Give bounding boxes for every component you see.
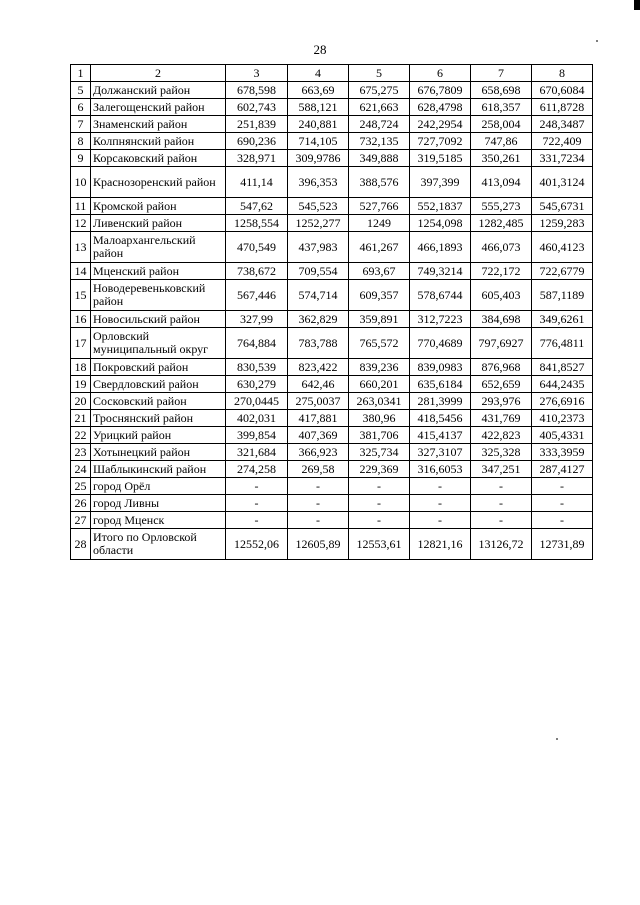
table-row — [71, 311, 593, 328]
table-row — [71, 478, 593, 495]
header-cell: 7 — [471, 65, 532, 82]
row-number-cell: 18 — [71, 359, 91, 376]
value-cell: 1254,098 — [410, 215, 471, 232]
table-row — [71, 529, 593, 560]
value-cell: 722,409 — [532, 133, 593, 150]
value-cell: 602,743 — [226, 99, 288, 116]
value-cell: 527,766 — [349, 198, 410, 215]
header-cell: 1 — [71, 65, 91, 82]
district-name-cell: Троснянский район — [91, 410, 226, 427]
value-cell: 749,3214 — [410, 263, 471, 280]
value-cell: 727,7092 — [410, 133, 471, 150]
value-cell: 841,8527 — [532, 359, 593, 376]
district-name-cell: Должанский район — [91, 82, 226, 99]
district-name-cell: Корсаковский район — [91, 150, 226, 167]
table-row — [71, 99, 593, 116]
table-row — [71, 215, 593, 232]
value-cell: 349,6261 — [532, 311, 593, 328]
value-cell: 293,976 — [471, 393, 532, 410]
table-row — [71, 198, 593, 215]
value-cell: 738,672 — [226, 263, 288, 280]
row-number-cell: 17 — [71, 328, 91, 359]
value-cell: 319,5185 — [410, 150, 471, 167]
value-cell: 621,663 — [349, 99, 410, 116]
table-row — [71, 393, 593, 410]
value-cell: 327,3107 — [410, 444, 471, 461]
value-cell: 658,698 — [471, 82, 532, 99]
row-number-cell: 13 — [71, 232, 91, 263]
header-cell: 5 — [349, 65, 410, 82]
value-cell: 797,6927 — [471, 328, 532, 359]
value-cell: - — [226, 512, 288, 529]
value-cell: - — [349, 512, 410, 529]
value-cell: 316,6053 — [410, 461, 471, 478]
district-name-cell: Новодеревеньковский район — [91, 280, 226, 311]
value-cell: 269,58 — [288, 461, 349, 478]
value-cell: 347,251 — [471, 461, 532, 478]
value-cell: 714,105 — [288, 133, 349, 150]
value-cell: 466,073 — [471, 232, 532, 263]
value-cell: 384,698 — [471, 311, 532, 328]
row-number-cell: 12 — [71, 215, 91, 232]
value-cell: 415,4137 — [410, 427, 471, 444]
value-cell: 830,539 — [226, 359, 288, 376]
table-header-row — [71, 65, 593, 82]
value-cell: 410,2373 — [532, 410, 593, 427]
table-body — [71, 65, 593, 560]
value-cell: 381,706 — [349, 427, 410, 444]
value-cell: 876,968 — [471, 359, 532, 376]
value-cell: - — [410, 478, 471, 495]
value-cell: 660,201 — [349, 376, 410, 393]
value-cell: 545,523 — [288, 198, 349, 215]
table-row — [71, 410, 593, 427]
row-number-cell: 16 — [71, 311, 91, 328]
scan-speck — [556, 738, 558, 740]
value-cell: 460,4123 — [532, 232, 593, 263]
value-cell: 240,881 — [288, 116, 349, 133]
district-name-cell: Свердловский район — [91, 376, 226, 393]
district-name-cell: город Ливны — [91, 495, 226, 512]
value-cell: 552,1837 — [410, 198, 471, 215]
row-number-cell: 25 — [71, 478, 91, 495]
header-cell: 2 — [91, 65, 226, 82]
value-cell: 839,0983 — [410, 359, 471, 376]
value-cell: 732,135 — [349, 133, 410, 150]
value-cell: 431,769 — [471, 410, 532, 427]
value-cell: 652,659 — [471, 376, 532, 393]
table-row — [71, 376, 593, 393]
value-cell: 678,598 — [226, 82, 288, 99]
row-number-cell: 15 — [71, 280, 91, 311]
value-cell: 547,62 — [226, 198, 288, 215]
header-cell: 6 — [410, 65, 471, 82]
value-cell: 312,7223 — [410, 311, 471, 328]
value-cell: 366,923 — [288, 444, 349, 461]
value-cell: 1282,485 — [471, 215, 532, 232]
district-name-cell: Покровский район — [91, 359, 226, 376]
value-cell: 229,369 — [349, 461, 410, 478]
table-row — [71, 444, 593, 461]
value-cell: 1258,554 — [226, 215, 288, 232]
value-cell: 417,881 — [288, 410, 349, 427]
value-cell: - — [532, 512, 593, 529]
district-name-cell: Малоархангельский район — [91, 232, 226, 263]
value-cell: 722,6779 — [532, 263, 593, 280]
row-number-cell: 22 — [71, 427, 91, 444]
value-cell: 401,3124 — [532, 167, 593, 198]
value-cell: 321,684 — [226, 444, 288, 461]
value-cell: 823,422 — [288, 359, 349, 376]
value-cell: 251,839 — [226, 116, 288, 133]
value-cell: - — [288, 495, 349, 512]
value-cell: 670,6084 — [532, 82, 593, 99]
value-cell: 693,67 — [349, 263, 410, 280]
value-cell: 605,403 — [471, 280, 532, 311]
value-cell: 783,788 — [288, 328, 349, 359]
value-cell: 413,094 — [471, 167, 532, 198]
value-cell: - — [226, 495, 288, 512]
district-name-cell: Орловский муниципальный округ — [91, 328, 226, 359]
row-number-cell: 19 — [71, 376, 91, 393]
value-cell: 764,884 — [226, 328, 288, 359]
value-cell: 12731,89 — [532, 529, 593, 560]
value-cell: 567,446 — [226, 280, 288, 311]
value-cell: 397,399 — [410, 167, 471, 198]
value-cell: 380,96 — [349, 410, 410, 427]
value-cell: 13126,72 — [471, 529, 532, 560]
value-cell: 402,031 — [226, 410, 288, 427]
value-cell: 359,891 — [349, 311, 410, 328]
value-cell: - — [288, 512, 349, 529]
value-cell: 281,3999 — [410, 393, 471, 410]
value-cell: 287,4127 — [532, 461, 593, 478]
value-cell: 396,353 — [288, 167, 349, 198]
value-cell: 12821,16 — [410, 529, 471, 560]
value-cell: 635,6184 — [410, 376, 471, 393]
value-cell: - — [471, 512, 532, 529]
value-cell: 1259,283 — [532, 215, 593, 232]
page-number: 28 — [313, 42, 327, 57]
header-cell: 4 — [288, 65, 349, 82]
table-row — [71, 167, 593, 198]
district-name-cell: город Мценск — [91, 512, 226, 529]
value-cell: 765,572 — [349, 328, 410, 359]
value-cell: - — [532, 478, 593, 495]
value-cell: 325,328 — [471, 444, 532, 461]
value-cell: 388,576 — [349, 167, 410, 198]
value-cell: 776,4811 — [532, 328, 593, 359]
table-row — [71, 359, 593, 376]
header-cell: 3 — [226, 65, 288, 82]
data-table — [70, 64, 593, 560]
table-row — [71, 150, 593, 167]
table-row — [71, 495, 593, 512]
value-cell: 588,121 — [288, 99, 349, 116]
row-number-cell: 11 — [71, 198, 91, 215]
value-cell: 747,86 — [471, 133, 532, 150]
table-row — [71, 427, 593, 444]
value-cell: 709,554 — [288, 263, 349, 280]
scan-speck — [596, 40, 598, 42]
row-number-cell: 23 — [71, 444, 91, 461]
row-number-cell: 8 — [71, 133, 91, 150]
value-cell: 587,1189 — [532, 280, 593, 311]
value-cell: - — [349, 478, 410, 495]
table-row — [71, 512, 593, 529]
district-name-cell: Урицкий район — [91, 427, 226, 444]
value-cell: 248,724 — [349, 116, 410, 133]
value-cell: 362,829 — [288, 311, 349, 328]
value-cell: 350,261 — [471, 150, 532, 167]
row-number-cell: 9 — [71, 150, 91, 167]
value-cell: 770,4689 — [410, 328, 471, 359]
value-cell: - — [349, 495, 410, 512]
value-cell: 611,8728 — [532, 99, 593, 116]
value-cell: 407,369 — [288, 427, 349, 444]
value-cell: 405,4331 — [532, 427, 593, 444]
value-cell: 242,2954 — [410, 116, 471, 133]
value-cell: 1249 — [349, 215, 410, 232]
value-cell: 461,267 — [349, 232, 410, 263]
district-name-cell: Итого по Орловской области — [91, 529, 226, 560]
row-number-cell: 7 — [71, 116, 91, 133]
table-row — [71, 82, 593, 99]
table-row — [71, 116, 593, 133]
value-cell: 574,714 — [288, 280, 349, 311]
value-cell: 1252,277 — [288, 215, 349, 232]
value-cell: 12553,61 — [349, 529, 410, 560]
value-cell: 418,5456 — [410, 410, 471, 427]
table-row — [71, 328, 593, 359]
table-row — [71, 280, 593, 311]
value-cell: 327,99 — [226, 311, 288, 328]
value-cell: 331,7234 — [532, 150, 593, 167]
row-number-cell: 27 — [71, 512, 91, 529]
value-cell: 12552,06 — [226, 529, 288, 560]
value-cell: 274,258 — [226, 461, 288, 478]
district-name-cell: Хотынецкий район — [91, 444, 226, 461]
value-cell: 248,3487 — [532, 116, 593, 133]
value-cell: 275,0037 — [288, 393, 349, 410]
table-row — [71, 133, 593, 150]
district-name-cell: Знаменский район — [91, 116, 226, 133]
row-number-cell: 24 — [71, 461, 91, 478]
value-cell: 676,7809 — [410, 82, 471, 99]
value-cell: 628,4798 — [410, 99, 471, 116]
row-number-cell: 14 — [71, 263, 91, 280]
row-number-cell: 21 — [71, 410, 91, 427]
value-cell: 545,6731 — [532, 198, 593, 215]
district-name-cell: Новосильский район — [91, 311, 226, 328]
value-cell: 437,983 — [288, 232, 349, 263]
table-row — [71, 232, 593, 263]
value-cell: 722,172 — [471, 263, 532, 280]
value-cell: 578,6744 — [410, 280, 471, 311]
value-cell: 309,9786 — [288, 150, 349, 167]
value-cell: 333,3959 — [532, 444, 593, 461]
row-number-cell: 28 — [71, 529, 91, 560]
row-number-cell: 6 — [71, 99, 91, 116]
table-row — [71, 263, 593, 280]
value-cell: - — [410, 512, 471, 529]
value-cell: 270,0445 — [226, 393, 288, 410]
value-cell: 399,854 — [226, 427, 288, 444]
value-cell: 12605,89 — [288, 529, 349, 560]
value-cell: - — [471, 478, 532, 495]
table-row — [71, 461, 593, 478]
district-name-cell: Кромской район — [91, 198, 226, 215]
header-cell: 8 — [532, 65, 593, 82]
value-cell: 328,971 — [226, 150, 288, 167]
value-cell: 466,1893 — [410, 232, 471, 263]
value-cell: 642,46 — [288, 376, 349, 393]
value-cell: - — [532, 495, 593, 512]
district-name-cell: город Орёл — [91, 478, 226, 495]
value-cell: 470,549 — [226, 232, 288, 263]
value-cell: - — [226, 478, 288, 495]
value-cell: 675,275 — [349, 82, 410, 99]
district-name-cell: Мценский район — [91, 263, 226, 280]
value-cell: 276,6916 — [532, 393, 593, 410]
value-cell: 263,0341 — [349, 393, 410, 410]
district-name-cell: Сосковский район — [91, 393, 226, 410]
value-cell: - — [410, 495, 471, 512]
district-name-cell: Колпнянский район — [91, 133, 226, 150]
value-cell: 618,357 — [471, 99, 532, 116]
value-cell: - — [471, 495, 532, 512]
value-cell: 411,14 — [226, 167, 288, 198]
district-name-cell: Ливенский район — [91, 215, 226, 232]
row-number-cell: 20 — [71, 393, 91, 410]
scan-corner-mark — [634, 0, 640, 10]
value-cell: 644,2435 — [532, 376, 593, 393]
value-cell: 422,823 — [471, 427, 532, 444]
row-number-cell: 5 — [71, 82, 91, 99]
value-cell: 258,004 — [471, 116, 532, 133]
row-number-cell: 10 — [71, 167, 91, 198]
value-cell: 630,279 — [226, 376, 288, 393]
district-name-cell: Шаблыкинский район — [91, 461, 226, 478]
value-cell: 349,888 — [349, 150, 410, 167]
row-number-cell: 26 — [71, 495, 91, 512]
value-cell: 690,236 — [226, 133, 288, 150]
district-name-cell: Залегощенский район — [91, 99, 226, 116]
value-cell: - — [288, 478, 349, 495]
value-cell: 325,734 — [349, 444, 410, 461]
district-name-cell: Краснозоренский район — [91, 167, 226, 198]
value-cell: 839,236 — [349, 359, 410, 376]
value-cell: 555,273 — [471, 198, 532, 215]
value-cell: 663,69 — [288, 82, 349, 99]
value-cell: 609,357 — [349, 280, 410, 311]
